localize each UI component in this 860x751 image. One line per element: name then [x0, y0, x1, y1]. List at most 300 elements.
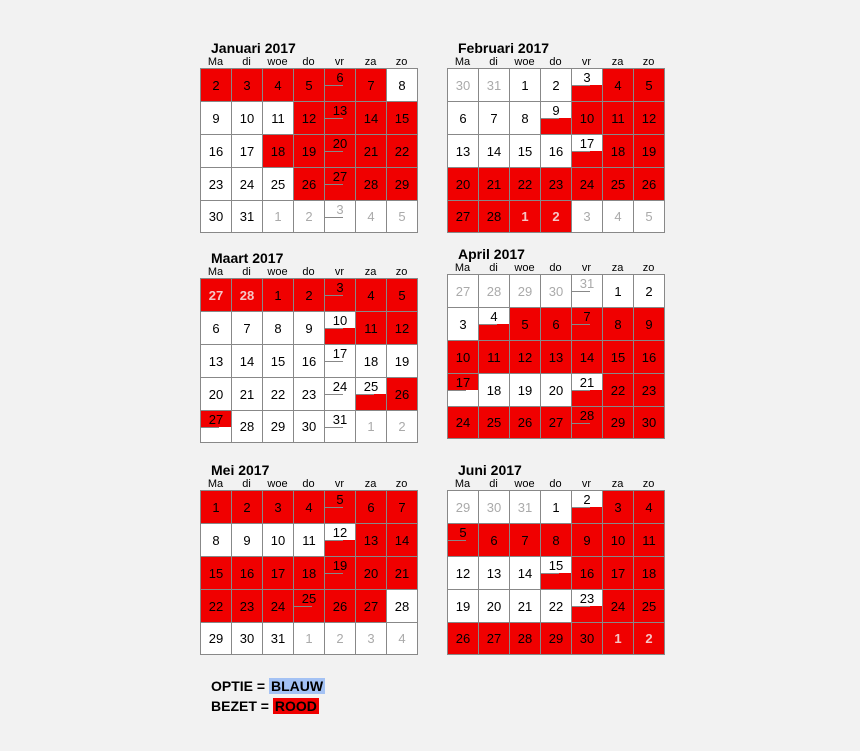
day-cell[interactable] [541, 135, 572, 168]
day-number: 1 [521, 209, 529, 224]
day-number: 21 [579, 375, 595, 390]
day-number: 4 [274, 77, 282, 93]
day-cell[interactable] [541, 168, 572, 201]
day-cell[interactable] [448, 69, 479, 102]
day-cell[interactable] [325, 135, 356, 168]
day-cell[interactable] [387, 69, 418, 102]
day-cell[interactable] [603, 590, 634, 623]
day-cell[interactable] [201, 135, 232, 168]
day-cell[interactable] [201, 590, 232, 623]
day-number: 9 [552, 103, 560, 118]
day-cell[interactable] [294, 411, 325, 443]
day-number: 26 [394, 386, 410, 402]
day-cell[interactable] [263, 168, 294, 201]
day-cell[interactable] [232, 201, 263, 233]
day-cell[interactable] [634, 623, 665, 655]
day-cell[interactable] [541, 557, 572, 590]
day-cell[interactable] [325, 524, 356, 557]
weekday-header: za [611, 262, 624, 274]
day-number: 12 [332, 525, 348, 540]
day-number: 23 [301, 386, 317, 402]
day-cell[interactable] [232, 524, 263, 557]
day-number: 30 [208, 209, 224, 224]
day-cell[interactable] [387, 345, 418, 378]
day-cell[interactable] [232, 491, 263, 524]
day-cell[interactable] [541, 407, 572, 439]
day-number: 4 [367, 209, 375, 224]
day-number: 10 [579, 110, 595, 126]
day-cell[interactable] [572, 374, 603, 407]
day-cell[interactable] [387, 279, 418, 312]
month-title: Februari 2017 [458, 40, 550, 56]
day-cell[interactable] [294, 524, 325, 557]
day-cell[interactable] [294, 623, 325, 655]
day-cell[interactable] [448, 102, 479, 135]
day-cell[interactable] [294, 135, 325, 168]
day-cell[interactable] [325, 557, 356, 590]
day-cell[interactable] [510, 557, 541, 590]
day-cell[interactable] [634, 407, 665, 439]
weekday-header: di [242, 478, 251, 490]
day-cell[interactable] [603, 407, 634, 439]
day-number: 23 [641, 382, 657, 398]
day-cell[interactable] [479, 201, 510, 233]
day-cell[interactable] [572, 623, 603, 655]
legend-busy-swatch: ROOD [274, 698, 317, 714]
day-number: 30 [455, 77, 471, 93]
day-cell[interactable] [479, 275, 510, 308]
day-cell[interactable] [232, 623, 263, 655]
day-number: 11 [364, 320, 378, 336]
day-cell[interactable] [448, 168, 479, 201]
day-number: 23 [239, 598, 255, 614]
day-cell[interactable] [294, 279, 325, 312]
day-cell[interactable] [510, 69, 541, 102]
day-cell[interactable] [634, 308, 665, 341]
day-cell[interactable] [448, 275, 479, 308]
day-cell[interactable] [294, 590, 325, 623]
day-cell[interactable] [510, 275, 541, 308]
day-cell[interactable] [541, 341, 572, 374]
day-cell[interactable] [263, 378, 294, 411]
day-cell[interactable] [387, 312, 418, 345]
day-cell[interactable] [572, 590, 603, 623]
day-number: 4 [614, 209, 622, 224]
day-cell[interactable] [294, 312, 325, 345]
day-number: 2 [552, 209, 560, 224]
day-cell[interactable] [325, 623, 356, 655]
day-cell[interactable] [448, 341, 479, 374]
day-cell[interactable] [201, 491, 232, 524]
month-grid [447, 68, 665, 233]
day-cell[interactable] [479, 341, 510, 374]
weekday-header: Ma [454, 56, 471, 68]
day-cell[interactable] [201, 168, 232, 201]
day-number: 3 [614, 499, 622, 515]
day-cell[interactable] [603, 168, 634, 201]
month-title: April 2017 [458, 246, 525, 262]
day-cell[interactable] [294, 102, 325, 135]
day-cell[interactable] [263, 135, 294, 168]
day-cell[interactable] [479, 524, 510, 557]
day-cell[interactable] [479, 168, 510, 201]
day-cell[interactable] [448, 524, 479, 557]
day-cell[interactable] [541, 308, 572, 341]
day-number: 20 [208, 386, 224, 402]
day-cell[interactable] [201, 524, 232, 557]
day-number: 19 [455, 598, 471, 614]
day-cell[interactable] [325, 491, 356, 524]
day-cell[interactable] [510, 201, 541, 233]
day-cell[interactable] [232, 135, 263, 168]
day-cell[interactable] [387, 491, 418, 524]
day-number: 19 [301, 143, 317, 159]
day-cell[interactable] [325, 345, 356, 378]
day-number: 1 [614, 283, 622, 299]
day-cell[interactable] [387, 102, 418, 135]
weekday-header: do [549, 262, 562, 274]
day-cell[interactable] [356, 69, 387, 102]
day-cell[interactable] [201, 279, 232, 312]
day-cell[interactable] [356, 411, 387, 443]
day-cell[interactable] [603, 374, 634, 407]
day-cell[interactable] [572, 557, 603, 590]
day-number: 4 [645, 499, 653, 515]
day-number: 7 [398, 499, 406, 515]
day-cell[interactable] [232, 378, 263, 411]
day-cell[interactable] [541, 524, 572, 557]
day-cell[interactable] [387, 411, 418, 443]
day-cell[interactable] [634, 341, 665, 374]
day-cell[interactable] [448, 201, 479, 233]
day-number: 10 [332, 313, 348, 328]
month-grid [200, 278, 418, 443]
day-cell[interactable] [325, 201, 356, 233]
day-number: 12 [301, 110, 317, 126]
day-cell[interactable] [479, 308, 510, 341]
day-cell[interactable] [325, 102, 356, 135]
day-cell[interactable] [510, 135, 541, 168]
day-cell[interactable] [603, 69, 634, 102]
day-number: 27 [363, 598, 379, 614]
day-cell[interactable] [263, 524, 294, 557]
day-cell[interactable] [479, 557, 510, 590]
day-cell[interactable] [448, 557, 479, 590]
day-cell[interactable] [634, 374, 665, 407]
day-cell[interactable] [603, 623, 634, 655]
day-number: 16 [579, 565, 595, 581]
day-cell[interactable] [356, 557, 387, 590]
day-cell[interactable] [294, 345, 325, 378]
day-number: 28 [517, 631, 533, 646]
day-number: 25 [641, 598, 657, 614]
day-number: 13 [208, 353, 224, 369]
legend [211, 676, 325, 716]
day-cell[interactable] [201, 201, 232, 233]
day-cell[interactable] [263, 345, 294, 378]
day-number: 8 [521, 110, 529, 126]
day-number: 27 [455, 209, 471, 224]
day-cell[interactable] [356, 590, 387, 623]
day-cell[interactable] [263, 312, 294, 345]
day-cell[interactable] [232, 345, 263, 378]
day-cell[interactable] [541, 201, 572, 233]
day-cell[interactable] [201, 345, 232, 378]
day-cell[interactable] [263, 69, 294, 102]
day-cell[interactable] [263, 590, 294, 623]
day-cell[interactable] [325, 168, 356, 201]
day-cell[interactable] [263, 201, 294, 233]
day-cell[interactable] [201, 378, 232, 411]
day-cell[interactable] [387, 201, 418, 233]
day-cell[interactable] [263, 279, 294, 312]
day-number: 28 [239, 419, 255, 434]
day-cell[interactable] [325, 279, 356, 312]
day-cell[interactable] [232, 69, 263, 102]
day-cell[interactable] [356, 312, 387, 345]
day-cell[interactable] [572, 275, 603, 308]
day-cell[interactable] [263, 557, 294, 590]
day-cell[interactable] [541, 590, 572, 623]
day-cell[interactable] [572, 168, 603, 201]
month-grid [447, 274, 665, 439]
day-number: 1 [274, 287, 282, 303]
day-cell[interactable] [387, 168, 418, 201]
day-cell[interactable] [541, 374, 572, 407]
weekday-header: vr [334, 266, 345, 278]
day-number: 29 [394, 176, 410, 192]
day-number: 19 [517, 382, 533, 398]
day-cell[interactable] [634, 102, 665, 135]
month-title: Juni 2017 [458, 462, 522, 478]
day-cell[interactable] [634, 275, 665, 308]
day-cell[interactable] [232, 168, 263, 201]
day-cell[interactable] [510, 102, 541, 135]
day-cell[interactable] [387, 524, 418, 557]
day-cell[interactable] [356, 378, 387, 411]
day-cell[interactable] [294, 168, 325, 201]
day-number: 25 [301, 591, 317, 606]
day-cell[interactable] [448, 623, 479, 655]
day-number: 4 [490, 309, 498, 324]
day-cell[interactable] [325, 312, 356, 345]
day-cell[interactable] [510, 168, 541, 201]
day-number: 15 [610, 349, 626, 365]
day-number: 11 [642, 532, 656, 548]
weekday-header: woe [267, 56, 288, 68]
day-number: 5 [336, 492, 344, 507]
day-number: 31 [239, 209, 255, 224]
legend-option [211, 676, 325, 696]
day-cell[interactable] [356, 524, 387, 557]
day-cell[interactable] [479, 69, 510, 102]
day-cell[interactable] [479, 102, 510, 135]
legend-busy [211, 696, 325, 716]
day-number: 23 [548, 176, 564, 192]
day-cell[interactable] [510, 374, 541, 407]
day-cell[interactable] [572, 491, 603, 524]
weekday-header: zo [395, 266, 408, 278]
day-cell[interactable] [634, 590, 665, 623]
weekday-header: di [489, 262, 498, 274]
weekday-header: di [242, 266, 251, 278]
day-cell[interactable] [294, 69, 325, 102]
day-number: 15 [270, 353, 286, 369]
day-cell[interactable] [263, 623, 294, 655]
day-number: 22 [270, 386, 286, 402]
day-cell[interactable] [448, 135, 479, 168]
day-cell[interactable] [263, 102, 294, 135]
day-cell[interactable] [356, 623, 387, 655]
day-cell[interactable] [634, 168, 665, 201]
day-number: 12 [641, 110, 657, 126]
day-cell[interactable] [294, 491, 325, 524]
day-number: 28 [486, 209, 502, 224]
day-cell[interactable] [572, 407, 603, 439]
day-number: 28 [239, 287, 255, 303]
day-cell[interactable] [603, 491, 634, 524]
day-cell[interactable] [356, 102, 387, 135]
day-cell[interactable] [510, 590, 541, 623]
day-cell[interactable] [603, 102, 634, 135]
day-number: 22 [394, 143, 410, 159]
day-cell[interactable] [356, 201, 387, 233]
day-cell[interactable] [479, 623, 510, 655]
day-cell[interactable] [479, 135, 510, 168]
day-number: 30 [548, 283, 564, 299]
day-cell[interactable] [356, 345, 387, 378]
day-cell[interactable] [541, 623, 572, 655]
day-cell[interactable] [356, 135, 387, 168]
day-cell[interactable] [510, 308, 541, 341]
day-cell[interactable] [448, 407, 479, 439]
day-number: 24 [239, 176, 255, 192]
day-cell[interactable] [356, 279, 387, 312]
day-number: 21 [239, 386, 255, 402]
day-cell[interactable] [510, 407, 541, 439]
day-cell[interactable] [603, 341, 634, 374]
day-cell[interactable] [387, 378, 418, 411]
day-cell[interactable] [232, 557, 263, 590]
day-cell[interactable] [603, 524, 634, 557]
day-cell[interactable] [510, 341, 541, 374]
day-cell[interactable] [201, 69, 232, 102]
day-cell[interactable] [294, 557, 325, 590]
day-cell[interactable] [232, 279, 263, 312]
day-cell[interactable] [634, 557, 665, 590]
day-number: 3 [274, 499, 282, 515]
day-cell[interactable] [448, 590, 479, 623]
day-cell[interactable] [479, 407, 510, 439]
day-cell[interactable] [541, 102, 572, 135]
day-cell[interactable] [356, 168, 387, 201]
day-cell[interactable] [572, 201, 603, 233]
day-number: 20 [548, 382, 564, 398]
day-cell[interactable] [201, 102, 232, 135]
day-cell[interactable] [387, 135, 418, 168]
day-cell[interactable] [448, 491, 479, 524]
day-number: 17 [332, 346, 348, 361]
day-number: 3 [583, 70, 591, 85]
day-cell[interactable] [603, 308, 634, 341]
day-cell[interactable] [325, 378, 356, 411]
day-number: 22 [517, 176, 533, 192]
day-cell[interactable] [325, 411, 356, 443]
day-number: 16 [641, 349, 657, 365]
day-number: 30 [239, 631, 255, 646]
day-cell[interactable] [603, 557, 634, 590]
day-cell[interactable] [232, 312, 263, 345]
day-number: 15 [517, 143, 533, 159]
day-cell[interactable] [201, 312, 232, 345]
day-cell[interactable] [387, 557, 418, 590]
day-cell[interactable] [572, 135, 603, 168]
day-cell[interactable] [634, 135, 665, 168]
day-cell[interactable] [294, 201, 325, 233]
day-cell[interactable] [387, 590, 418, 623]
day-cell[interactable] [634, 491, 665, 524]
day-cell[interactable] [294, 378, 325, 411]
day-cell[interactable] [356, 491, 387, 524]
day-cell[interactable] [479, 590, 510, 623]
day-number: 1 [305, 631, 313, 646]
day-cell[interactable] [541, 275, 572, 308]
day-cell[interactable] [510, 524, 541, 557]
day-cell[interactable] [448, 308, 479, 341]
weekday-header: di [242, 56, 251, 68]
day-cell[interactable] [572, 341, 603, 374]
weekday-header: za [611, 478, 624, 490]
day-cell[interactable] [603, 135, 634, 168]
day-number: 5 [645, 77, 653, 93]
day-cell[interactable] [634, 69, 665, 102]
day-number: 19 [641, 143, 657, 159]
day-cell[interactable] [263, 491, 294, 524]
day-cell[interactable] [541, 69, 572, 102]
day-cell[interactable] [479, 491, 510, 524]
day-cell[interactable] [634, 201, 665, 233]
day-cell[interactable] [572, 524, 603, 557]
day-cell[interactable] [325, 590, 356, 623]
day-cell[interactable] [541, 491, 572, 524]
day-number: 2 [398, 419, 406, 434]
day-cell[interactable] [603, 275, 634, 308]
day-cell[interactable] [510, 623, 541, 655]
day-cell[interactable] [232, 590, 263, 623]
weekday-header: vr [581, 56, 592, 68]
day-cell[interactable] [572, 102, 603, 135]
day-cell[interactable] [448, 374, 479, 407]
day-number: 2 [583, 492, 591, 507]
day-cell[interactable] [479, 374, 510, 407]
day-number: 14 [239, 353, 255, 369]
day-cell[interactable] [387, 623, 418, 655]
day-cell[interactable] [232, 102, 263, 135]
day-number: 4 [305, 499, 313, 515]
day-cell[interactable] [572, 69, 603, 102]
day-cell[interactable] [603, 201, 634, 233]
day-cell[interactable] [201, 623, 232, 655]
day-number: 16 [239, 565, 255, 581]
day-cell[interactable] [634, 524, 665, 557]
day-cell[interactable] [325, 69, 356, 102]
day-cell[interactable] [201, 557, 232, 590]
day-cell[interactable] [232, 411, 263, 443]
day-cell[interactable] [263, 411, 294, 443]
day-cell[interactable] [510, 491, 541, 524]
day-cell[interactable] [201, 411, 232, 443]
day-cell[interactable] [572, 308, 603, 341]
